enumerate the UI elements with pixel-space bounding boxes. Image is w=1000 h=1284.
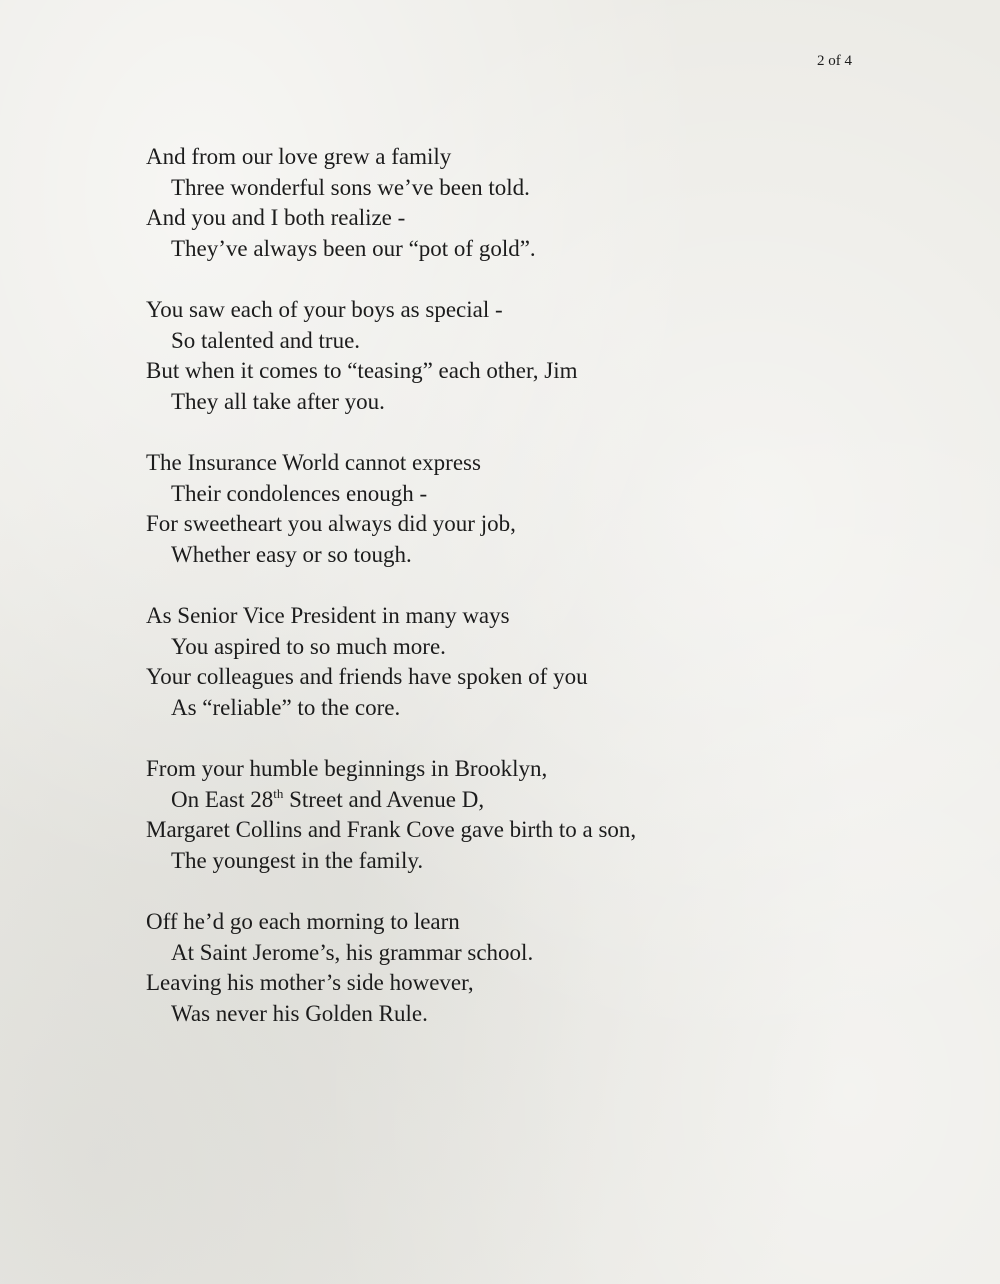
stanza-3 — [146, 448, 946, 570]
line-text-after: Street and Avenue D, — [283, 786, 485, 812]
poem — [146, 142, 946, 1060]
poem-line: As Senior Vice President in many ways — [146, 603, 510, 628]
stanza-1 — [146, 142, 946, 264]
poem-line: And you and I both realize - — [146, 205, 406, 230]
poem-line: Margaret Collins and Frank Cove gave birth to a son, — [146, 817, 637, 842]
poem-line: The youngest in the family. — [171, 847, 424, 873]
poem-line: The Insurance World cannot express — [146, 450, 481, 475]
poem-line: Three wonderful sons we’ve been told. — [171, 174, 530, 200]
poem-line: They’ve always been our “pot of gold”. — [171, 235, 536, 261]
poem-line: You aspired to so much more. — [171, 633, 446, 659]
poem-line: Leaving his mother’s side however, — [146, 970, 474, 995]
poem-line: You saw each of your boys as special - — [146, 297, 503, 322]
poem-line-with-superscript — [146, 785, 946, 816]
line-text-before: On East 28 — [171, 786, 274, 812]
poem-line: And from our love grew a family — [146, 144, 452, 169]
poem-line: As “reliable” to the core. — [171, 694, 401, 720]
page-number: 2 of 4 — [817, 53, 852, 69]
poem-line: So talented and true. — [171, 327, 361, 353]
stanza-2 — [146, 295, 946, 417]
poem-line: Their condolences enough - — [171, 480, 428, 506]
poem-line: Was never his Golden Rule. — [171, 1000, 428, 1026]
poem-line: Whether easy or so tough. — [171, 541, 412, 567]
stanza-6 — [146, 907, 946, 1029]
stanza-4 — [146, 601, 946, 723]
poem-line: Your colleagues and friends have spoken of you — [146, 664, 588, 689]
poem-line: But when it comes to “teasing” each other, Jim — [146, 358, 578, 383]
poem-line: At Saint Jerome’s, his grammar school. — [171, 939, 534, 965]
poem-line: For sweetheart you always did your job, — [146, 511, 516, 536]
poem-line: From your humble beginnings in Brooklyn, — [146, 756, 548, 781]
stanza-5 — [146, 754, 946, 876]
poem-line: Off he’d go each morning to learn — [146, 909, 460, 934]
poem-line: They all take after you. — [171, 388, 385, 414]
ordinal-superscript: th — [273, 785, 284, 801]
